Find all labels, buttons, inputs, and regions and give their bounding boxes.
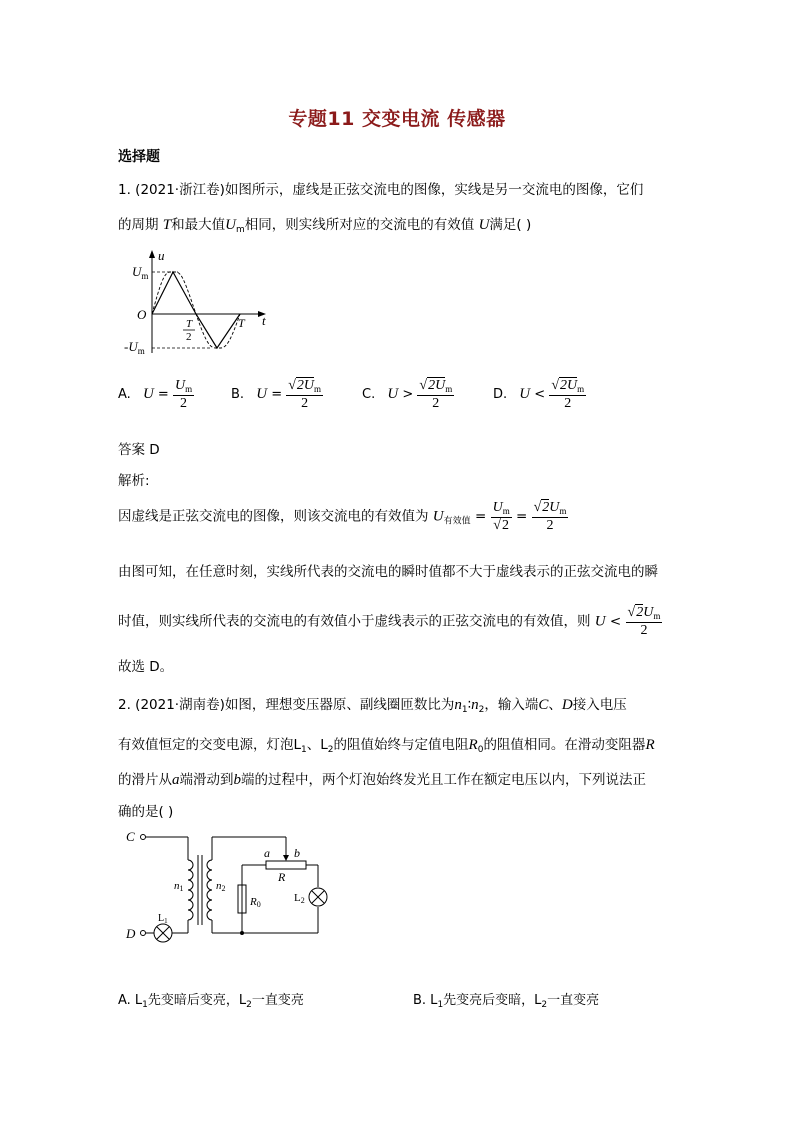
label-l2: L2 xyxy=(294,892,305,905)
q1-option-d[interactable]: D. U < $\frac{√2U_m}{2}$ xyxy=(493,378,585,411)
label-n2: n2 xyxy=(216,880,226,893)
label-l1: $L_1$ xyxy=(158,913,168,925)
q2-option-a[interactable]: A. $L_1$先变暗后变亮，$L_2$一直变亮 xyxy=(118,993,304,1010)
label-n1: n1 xyxy=(174,880,184,893)
slider-arrow-icon xyxy=(283,855,289,861)
label-a: a xyxy=(264,846,270,860)
sine-wave-dashed xyxy=(152,272,240,348)
q2-line1: 2. (2021·湖南卷)如图，理想变压器原、副线圈匝数比为$n_1∶n_2$，输入端C、D接入电压 xyxy=(118,697,627,715)
label-b: b xyxy=(294,846,300,860)
q2-line4: 确的是( ) xyxy=(118,804,174,820)
q1-analysis-line1: 因虚线是正弦交流电的图像，则该交流电的有效值为 $U_{有效值}$ = $\frac{U_m}{√2}$ = $\frac{√2U_m}{2}$ xyxy=(118,500,567,533)
page-title: 专题11 交变电流 传感器 xyxy=(288,108,506,130)
origin-label: O xyxy=(137,307,147,322)
period-label: T xyxy=(238,316,245,330)
triangle-wave-solid xyxy=(152,272,240,348)
secondary-coil xyxy=(207,860,212,920)
terminal-d xyxy=(141,931,146,936)
half-period-num: T xyxy=(186,318,193,330)
terminal-c xyxy=(141,835,146,840)
q1-analysis-line3: 时值，则实线所代表的交流电的有效值小于虚线表示的正弦交流电的有效值，则 U < $\frac{√2U_m}{2}$ xyxy=(118,605,661,638)
t-label: t xyxy=(262,313,266,328)
q2-line3: 的滑片从a端滑动到b端的过程中，两个灯泡始终发光且工作在额定电压以内，下列说法正 xyxy=(118,772,646,788)
q1-conclusion: 故选 D。 xyxy=(118,659,174,675)
q1-analysis-label: 解析: xyxy=(118,473,150,489)
u-label: u xyxy=(158,248,165,263)
q1-analysis-line2: 由图可知，在任意时刻，实线所代表的交流电的瞬时值都不大于虚线表示的正弦交流电的瞬 xyxy=(118,564,658,580)
um-label: $U_m$ xyxy=(132,264,149,281)
q1-stem-line1: 1. (2021·浙江卷)如图所示，虚线是正弦交流电的图像，实线是另一交流电的图像，它们 xyxy=(118,182,644,198)
q2-option-b[interactable]: B. $L_1$先变亮后变暗，$L_2$一直变亮 xyxy=(413,993,600,1010)
label-r0: R0 xyxy=(250,896,261,909)
q1-stem-line2: 的周期 T和最大值$U_m$相同，则实线所对应的交流电的有效值 U满足( ) xyxy=(118,217,532,235)
label-c: C xyxy=(126,829,135,844)
q1-waveform-graph xyxy=(120,245,280,360)
q1-option-c[interactable]: C. U > $\frac{√2U_m}{2}$ xyxy=(362,378,453,411)
half-period-den: 2 xyxy=(186,331,192,343)
q1-option-b[interactable]: B. U = $\frac{√2U_m}{2}$ xyxy=(231,378,322,411)
section-heading: 选择题 xyxy=(118,149,160,165)
q1-answer: 答案 D xyxy=(118,442,160,458)
label-r: R xyxy=(278,870,286,884)
q1-option-a[interactable]: A. U = $\frac{U_m}{2}$ xyxy=(118,378,193,411)
q2-circuit-diagram xyxy=(118,825,338,950)
u-axis-arrow xyxy=(149,250,155,258)
neg-um-label: $-U_m$ xyxy=(124,339,145,356)
label-d: D xyxy=(126,926,136,941)
primary-coil xyxy=(188,860,193,920)
q2-line2: 有效值恒定的交变电源，灯泡$L_1$、$L_2$的阻值始终与定值电阻$R_0$的阻值相同。在滑动变阻器R xyxy=(118,737,655,755)
rheostat-r xyxy=(266,861,306,869)
